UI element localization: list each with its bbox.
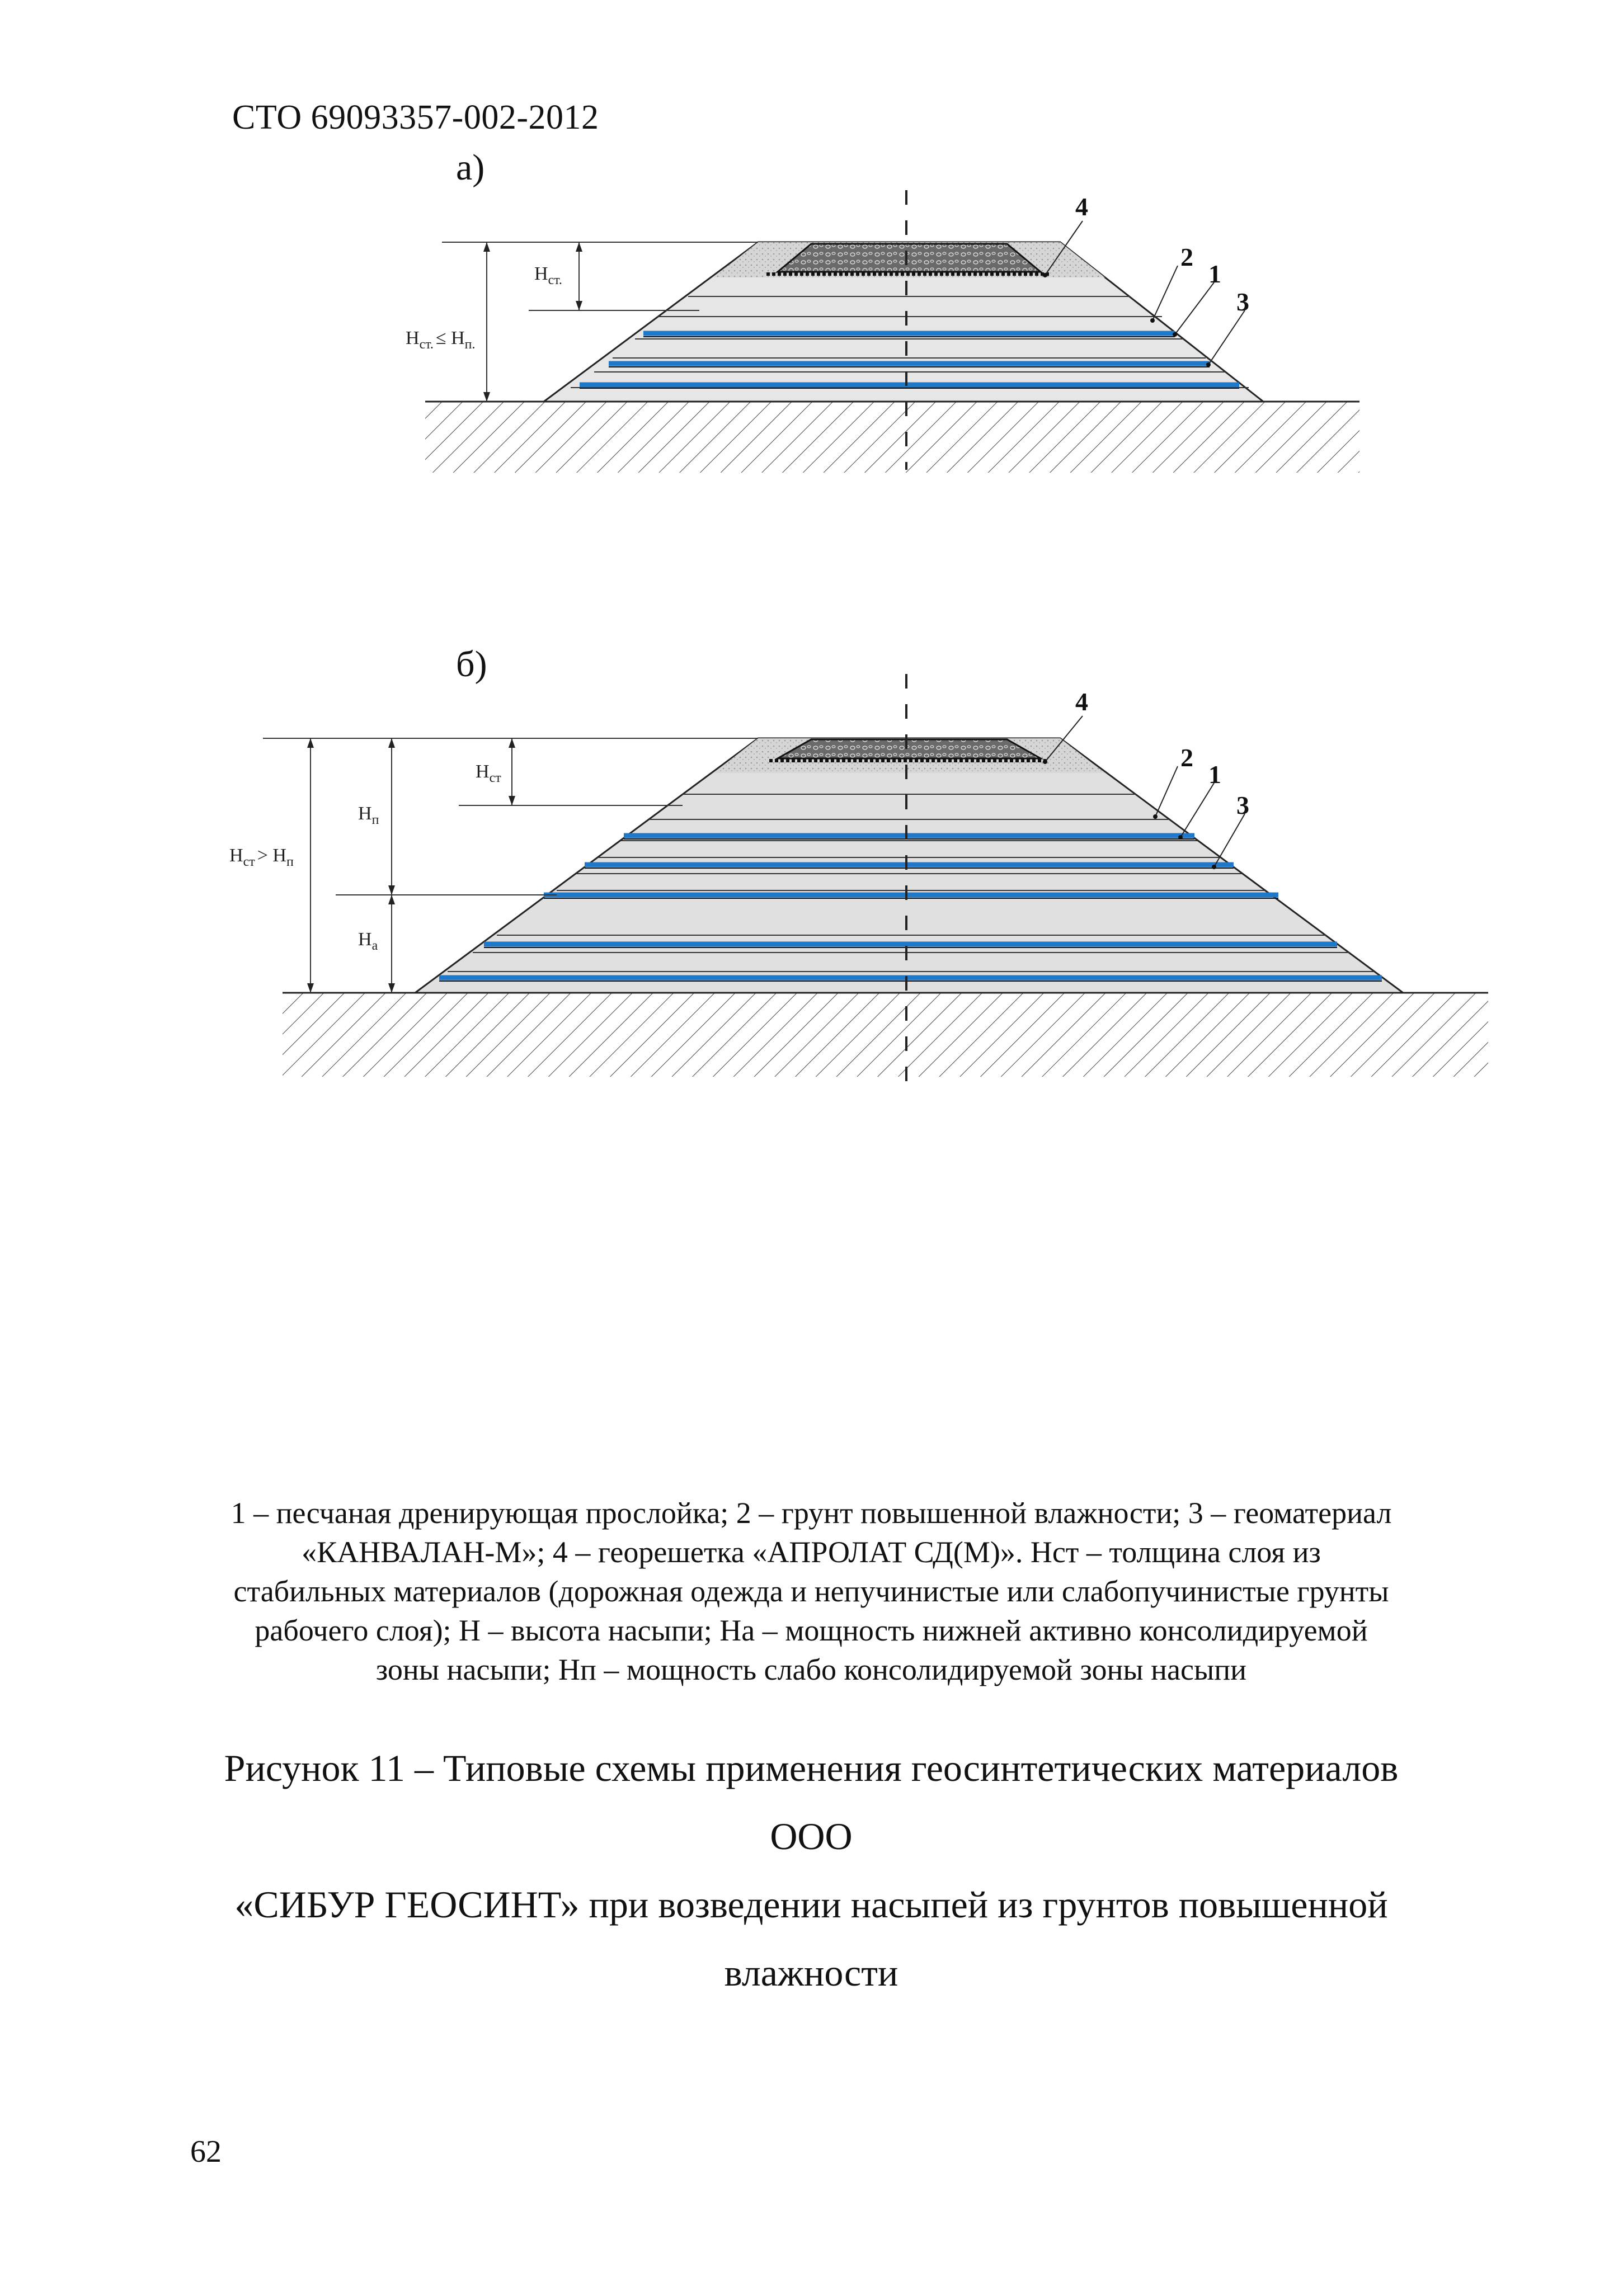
figure-caption	[213, 1734, 1410, 2007]
dimension-arrows-a	[483, 242, 582, 402]
legend-line: 1 – песчаная дренирующая прослойка; 2 – грунт повышенной влажности; 3 – геоматериал	[230, 1496, 1392, 1530]
callout-1-b: 1	[1208, 760, 1221, 789]
callout-2-b: 2	[1180, 743, 1193, 772]
dim-label-hst-b: $Н_{ст}$	[476, 761, 501, 785]
callout-4-a: 4	[1075, 192, 1088, 221]
caption-line: влажности	[724, 1951, 898, 1994]
condition-label-a: $Н_{ст.} \le Н_{п.}$	[406, 328, 476, 352]
pavement-a	[778, 244, 1041, 272]
callout-4-b: 4	[1075, 687, 1088, 716]
document-code: СТО 69093357-002-2012	[232, 98, 599, 136]
panel-a-label: а)	[456, 147, 485, 188]
pavement-b	[778, 739, 1041, 758]
dim-label-hn-b: $Н_п$	[358, 803, 379, 827]
figure-a	[406, 190, 1359, 473]
caption-line: Рисунок 11 – Типовые схемы применения геосинтетических материалов ООО	[224, 1747, 1399, 1857]
panel-b-label: б)	[456, 644, 487, 685]
callout-3-b: 3	[1236, 791, 1249, 819]
dim-label-hst-a: $Н_{ст.}$	[534, 263, 562, 287]
dim-label-ha-b: $Н_а$	[358, 929, 378, 953]
caption-line: «СИБУР ГЕОСИНТ» при возведении насыпей из грунтов повышенной	[234, 1883, 1388, 1926]
page-number: 62	[190, 2134, 222, 2169]
legend-line: стабильных материалов (дорожная одежда и непучинистые или слабопучинистые грунты	[233, 1574, 1389, 1608]
legend-line: зоны насыпи; Нп – мощность слабо консолидируемой зоны насыпи	[375, 1653, 1247, 1686]
figure-b	[229, 674, 1488, 1088]
callout-3-a: 3	[1236, 287, 1249, 316]
callout-2-a: 2	[1180, 243, 1193, 271]
legend-line: рабочего слоя); Н – высота насыпи; На – мощность нижней активно консолидируемой	[255, 1614, 1368, 1647]
condition-label-b: $Н_{ст} > Н_п$	[229, 845, 294, 869]
ground-hatch-a	[425, 402, 1359, 473]
legend-line: «КАНВАЛАН-М»; 4 – георешетка «АПРОЛАТ СД(М)». Нст – толщина слоя из	[302, 1535, 1321, 1569]
callout-1-a: 1	[1208, 260, 1221, 288]
embankment-diagrams	[0, 0, 1623, 1119]
figure-legend	[213, 1493, 1410, 1689]
ground-hatch-b	[283, 993, 1488, 1077]
